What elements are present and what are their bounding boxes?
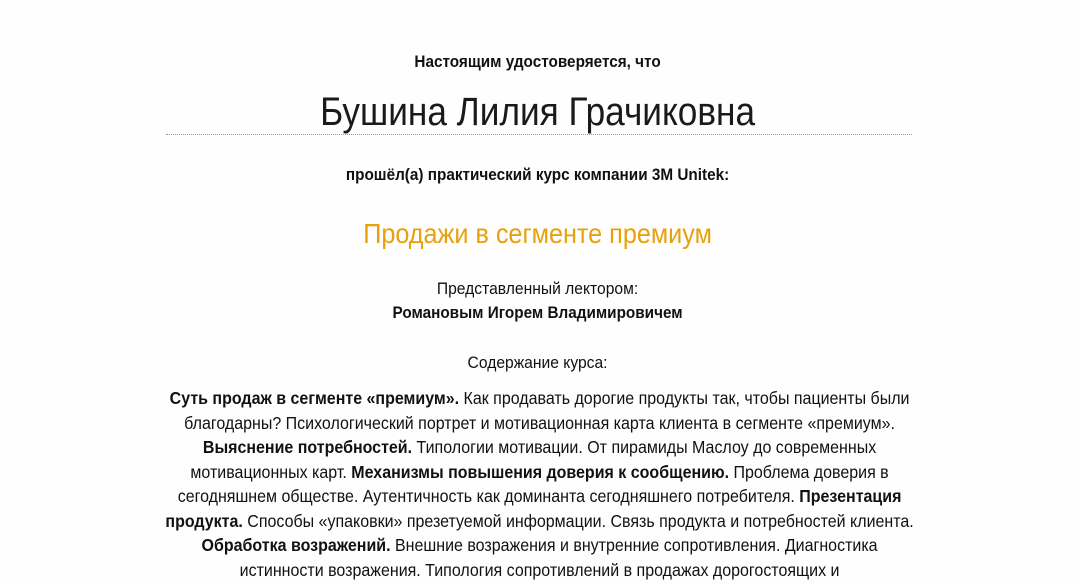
course-contents-label: Содержание курса: xyxy=(467,353,608,372)
contents-text: мотивационных карт. xyxy=(190,461,352,482)
contents-topic-heading: Обработка возражений. xyxy=(201,535,391,555)
name-underline xyxy=(166,134,912,135)
contents-text: Как продавать дорогие продукты так, чтобы пациенты были xyxy=(459,388,910,408)
contents-line xyxy=(78,411,1001,436)
certify-statement: Настоящим удостоверяется, что xyxy=(414,52,661,71)
contents-topic-heading: продукта. xyxy=(165,510,243,531)
course-contents-text xyxy=(78,386,1001,582)
contents-text: истинности возражения. Типология сопротивлений в продажах дорогостоящих и xyxy=(239,559,840,580)
contents-line xyxy=(78,533,1001,558)
contents-line xyxy=(78,509,1001,534)
lecturer-name: Романовым Игорем Владимировичем xyxy=(392,303,683,322)
contents-text: Внешние возражения и внутренние сопротивления. Диагностика xyxy=(390,535,878,555)
contents-line xyxy=(78,460,1001,485)
presented-by-label: Представленный лектором: xyxy=(436,279,639,298)
contents-text: Типологии мотивации. От пирамиды Маслоу до современных xyxy=(412,437,877,457)
contents-topic-heading: Выяснение потребностей. xyxy=(202,437,413,457)
contents-topic-heading: Презентация xyxy=(799,486,902,506)
course-title: Продажи в сегменте премиум xyxy=(363,218,712,249)
contents-text: благодарны? Психологический портрет и мотивационная карта клиента в сегменте «премиум». xyxy=(184,412,895,433)
recipient-name: Бушина Лилия Грачиковна xyxy=(320,90,756,134)
contents-topic-heading: Механизмы повышения доверия к сообщению. xyxy=(351,461,730,482)
completion-statement: прошёл(а) практический курс компании 3M Unitek: xyxy=(345,165,730,184)
contents-text: Проблема доверия в xyxy=(729,461,889,482)
contents-line xyxy=(78,386,1001,411)
contents-line xyxy=(78,484,1001,509)
contents-text: сегодняшнем обществе. Аутентичность как доминанта сегодняшнего потребителя. xyxy=(177,486,800,506)
contents-topic-heading: Суть продаж в сегменте «премиум». xyxy=(169,388,460,408)
contents-line xyxy=(78,558,1001,583)
contents-line xyxy=(78,435,1001,460)
contents-text: Способы «упаковки» презетуемой информации. Связь продукта и потребностей клиента. xyxy=(242,510,914,531)
